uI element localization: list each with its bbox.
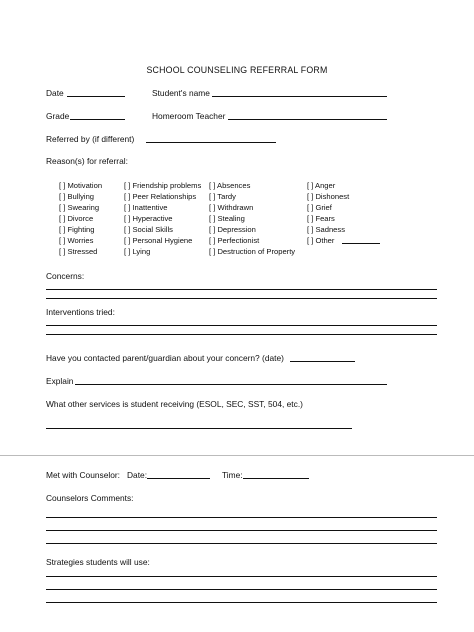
reasons-label: Reason(s) for referral:: [46, 156, 128, 166]
checkbox-sadness[interactable]: [ ] Sadness: [307, 225, 345, 234]
checkbox-bullying[interactable]: [ ] Bullying: [59, 192, 95, 201]
checkbox-social-skills[interactable]: [ ] Social Skills: [124, 225, 173, 234]
met-date-field[interactable]: [147, 478, 210, 479]
referred-by-label: Referred by (if different): [46, 134, 135, 144]
checkbox-hyperactive[interactable]: [ ] Hyperactive: [124, 214, 173, 223]
checkbox-motivation[interactable]: [ ] Motivation: [59, 181, 103, 190]
contacted-date-field[interactable]: [290, 361, 355, 362]
grade-label: Grade: [46, 111, 70, 121]
checkbox-swearing[interactable]: [ ] Swearing: [59, 203, 100, 212]
checkbox-worries[interactable]: [ ] Worries: [59, 236, 94, 245]
comments-line-3[interactable]: [46, 543, 437, 544]
checkbox-anger[interactable]: [ ] Anger: [307, 181, 336, 190]
concerns-line-2[interactable]: [46, 298, 437, 299]
date-field[interactable]: [67, 96, 125, 97]
checkbox-fears[interactable]: [ ] Fears: [307, 214, 335, 223]
met-with-counselor-label: Met with Counselor:: [46, 470, 121, 480]
checkbox-absences[interactable]: [ ] Absences: [209, 181, 251, 190]
grade-field[interactable]: [70, 119, 125, 120]
checkbox-lying[interactable]: [ ] Lying: [124, 247, 151, 256]
form-title: SCHOOL COUNSELING REFERRAL FORM: [146, 65, 328, 75]
explain-field[interactable]: [75, 384, 387, 385]
contacted-parent-label: Have you contacted parent/guardian about your concern? (date): [46, 353, 284, 363]
checkbox-grief[interactable]: [ ] Grief: [307, 203, 332, 212]
strategies-label: Strategies students will use:: [46, 557, 150, 567]
checkbox-perfectionist[interactable]: [ ] Perfectionist: [209, 236, 260, 245]
section-divider: [0, 455, 474, 456]
other-reason-field[interactable]: [342, 243, 380, 244]
met-time-field[interactable]: [243, 478, 309, 479]
checkbox-fighting[interactable]: [ ] Fighting: [59, 225, 95, 234]
checkbox-personal-hygiene[interactable]: [ ] Personal Hygiene: [124, 236, 193, 245]
homeroom-teacher-label: Homeroom Teacher: [152, 111, 226, 121]
strategies-line-2[interactable]: [46, 589, 437, 590]
checkbox-peer-relationships[interactable]: [ ] Peer Relationships: [124, 192, 197, 201]
checkbox-destruction-of-property[interactable]: [ ] Destruction of Property: [209, 247, 296, 256]
checkbox-withdrawn[interactable]: [ ] Withdrawn: [209, 203, 254, 212]
checkbox-stressed[interactable]: [ ] Stressed: [59, 247, 98, 256]
checkbox-friendship-problems[interactable]: [ ] Friendship problems: [124, 181, 202, 190]
checkbox-tardy[interactable]: [ ] Tardy: [209, 192, 236, 201]
checkbox-stealing[interactable]: [ ] Stealing: [209, 214, 245, 223]
checkbox-divorce[interactable]: [ ] Divorce: [59, 214, 94, 223]
strategies-line-3[interactable]: [46, 602, 437, 603]
comments-line-2[interactable]: [46, 530, 437, 531]
counselors-comments-label: Counselors Comments:: [46, 493, 134, 503]
interventions-label: Interventions tried:: [46, 307, 115, 317]
student-name-field[interactable]: [212, 96, 387, 97]
checkbox-inattentive[interactable]: [ ] Inattentive: [124, 203, 168, 212]
checkbox-depression[interactable]: [ ] Depression: [209, 225, 256, 234]
date-label: Date: [46, 88, 64, 98]
referred-by-field[interactable]: [146, 142, 276, 143]
interventions-line-2[interactable]: [46, 334, 437, 335]
checkbox-other[interactable]: [ ] Other: [307, 236, 335, 245]
explain-label: Explain: [46, 376, 74, 386]
concerns-label: Concerns:: [46, 271, 85, 281]
student-name-label: Student's name: [152, 88, 210, 98]
met-time-label: Time:: [222, 470, 243, 480]
met-date-label: Date:: [127, 470, 148, 480]
strategies-line-1[interactable]: [46, 576, 437, 577]
comments-line-1[interactable]: [46, 517, 437, 518]
homeroom-teacher-field[interactable]: [228, 119, 387, 120]
other-services-label: What other services is student receiving (ESOL, SEC, SST, 504, etc.): [46, 399, 303, 409]
other-services-field[interactable]: [46, 428, 352, 429]
interventions-line-1[interactable]: [46, 325, 437, 326]
concerns-line-1[interactable]: [46, 289, 437, 290]
checkbox-dishonest[interactable]: [ ] Dishonest: [307, 192, 350, 201]
